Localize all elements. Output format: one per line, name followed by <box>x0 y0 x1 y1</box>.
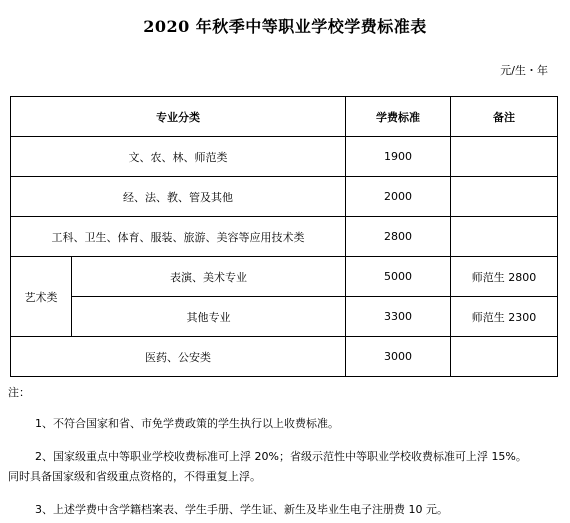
row-remark: 师范生 2300 <box>451 297 558 337</box>
row-remark: 师范生 2800 <box>451 257 558 297</box>
note-line: 同时具备国家级和省级重点资格的，不得重复上浮。 <box>8 470 261 483</box>
row-fee: 2800 <box>346 217 451 257</box>
row-fee: 3000 <box>346 337 451 377</box>
fee-table <box>10 96 558 377</box>
note-line: 2、国家级重点中等职业学校收费标准可上浮 20%；省级示范性中等职业学校收费标准可上浮 15%。 <box>35 450 527 463</box>
row-category: 文、农、林、师范类 <box>11 137 346 177</box>
header-fee: 学费标准 <box>346 97 451 137</box>
table-row <box>11 177 558 217</box>
row-fee: 1900 <box>346 137 451 177</box>
row-fee: 2000 <box>346 177 451 217</box>
row-fee: 5000 <box>346 257 451 297</box>
row-remark <box>451 137 558 177</box>
table-row <box>11 217 558 257</box>
row-category: 表演、美术专业 <box>72 257 346 297</box>
table-header-row <box>11 97 558 137</box>
note-line: 3、上述学费中含学籍档案表、学生手册、学生证、新生及毕业生电子注册费 10 元。 <box>35 503 448 516</box>
header-remark: 备注 <box>451 97 558 137</box>
row-category: 医药、公安类 <box>11 337 346 377</box>
table-row <box>11 137 558 177</box>
notes-heading: 注： <box>8 386 30 399</box>
table-row <box>11 337 558 377</box>
row-remark <box>451 217 558 257</box>
row-remark <box>451 337 558 377</box>
table-row <box>11 257 558 297</box>
row-category: 经、法、教、管及其他 <box>11 177 346 217</box>
unit-label: 元/生・年 <box>500 64 548 77</box>
row-category: 工科、卫生、体育、服装、旅游、美容等应用技术类 <box>11 217 346 257</box>
notes-section <box>8 386 564 516</box>
row-fee: 3300 <box>346 297 451 337</box>
row-remark <box>451 177 558 217</box>
page-title: 2020 年秋季中等职业学校学费标准表 <box>143 17 427 36</box>
header-category: 专业分类 <box>11 97 346 137</box>
row-group: 艺术类 <box>11 257 72 337</box>
row-category: 其他专业 <box>72 297 346 337</box>
table-row <box>11 297 558 337</box>
note-line: 1、不符合国家和省、市免学费政策的学生执行以上收费标准。 <box>35 417 339 430</box>
